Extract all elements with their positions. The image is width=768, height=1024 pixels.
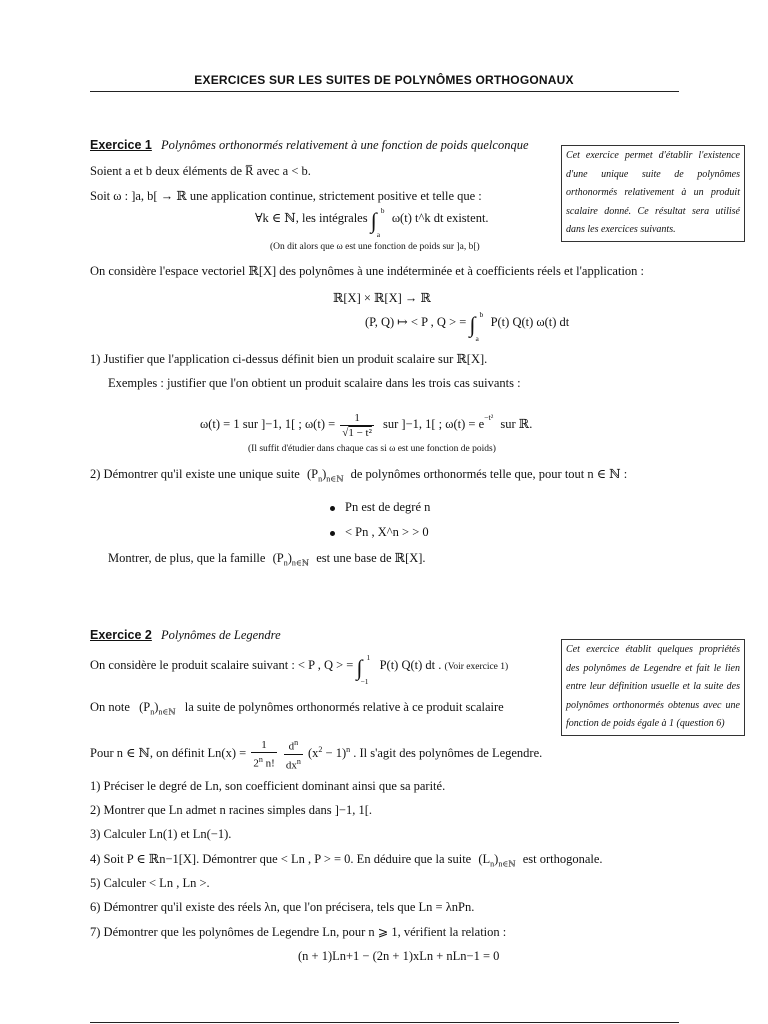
ex1-question-2-suffix: de polynômes orthonormés telle que, pour tout n ∈ ℕ : (350, 467, 628, 481)
ex1-case-a: ω(t) = 1 sur ]−1, 1[ ; ω(t) = (200, 417, 336, 431)
exercise-2-side-note: Cet exercice établit quelques propriétés des polynômes de Legendre et fait le lien entre leur définition usuelle et la suite des polynômes orthonormés obtenus avec une fonction de poids égale à 1 (question 6) (561, 639, 745, 736)
ex1-bullet-2 (330, 525, 429, 540)
ex1-note-1: (On dit alors que ω est une fonction de poids sur ]a, b[) (270, 242, 480, 252)
exercise-2-header (90, 628, 281, 643)
ex1-fraction-sqrt: $\frac{1}{\text{√1 − t²}}$ (342, 411, 372, 439)
ex1-weight-cases: ω(t) = 1 sur ]−1, 1[ ; ω(t) = $\frac{1}{\text{√1 − t²}}$ sur ]−1, 1[ ; $\omega(t) = e^{-t^2}$ sur ℝ. (200, 411, 533, 439)
ex2-line-3-suffix: . Il s'agit des polynômes de Legendre. (353, 746, 543, 761)
ex2-line-1-prefix: On considère le produit scalaire suivant : < P , Q > = (90, 658, 354, 672)
ex1-case-b: sur ]−1, 1[ ; ω(t) = e (383, 417, 485, 431)
ex2-line-1-suffix: P(t) Q(t) dt . (379, 658, 442, 672)
ex1-line-3-prefix: ∀k ∈ ℕ, les intégrales (255, 211, 368, 225)
ex2-question-7: 7) Démontrer que les polynômes de Legendre Ln, pour n ⩾ 1, vérifient la relation : (90, 925, 507, 939)
integral-sign-icon: ∫ (356, 655, 363, 680)
ex2-line-3: Pour n ∈ ℕ, on définit Ln(x) = $\frac{1}{2^n n!}$ $\frac{d^n}{dx^n}$ $(x^2 - 1)^n$ . Il s'agit des polynômes de Legendre. (90, 738, 543, 772)
exercise-2-subtitle: Polynômes de Legendre (160, 628, 281, 642)
ex1-bullet-1-text: Pn est de degré n (345, 500, 431, 514)
ex2-line-1-reference: (Voir exercice 1) (444, 662, 509, 672)
exercise-1-header (90, 138, 529, 153)
ex2-question-4-suffix: est orthogonale. (522, 852, 603, 866)
ex1-line-3-suffix: ω(t) t^k dt existent. (391, 211, 489, 225)
ex1-map-suffix: P(t) Q(t) ω(t) dt (490, 315, 570, 329)
ex1-question-2: 2) Démontrer qu'il existe une unique suite $(P_n)_{n\in ℕ}$ de polynômes orthonormés telle que, pour tout n ∈ ℕ : (90, 467, 628, 484)
ex2-question-4-prefix: 4) Soit P ∈ ℝn−1[X]. Démontrer que < Ln , P > = 0. En déduire que la suite (90, 852, 472, 866)
ex1-line-2: Soit ω : ]a, b[ → ℝ une application continue, strictement positive et telle que : (90, 189, 482, 203)
ex2-question-2: 2) Montrer que Ln admet n racines simples dans ]−1, 1[. (90, 803, 372, 817)
ex1-question-2-prefix: 2) Démontrer qu'il existe une unique suite (90, 467, 300, 481)
ex1-question-1-examples: Exemples : justifier que l'on obtient un produit scalaire dans les trois cas suivants : (108, 376, 521, 390)
bullet-icon (330, 506, 335, 511)
ex2-line-2: On note $(P_n)_{n\in ℕ}$ la suite de polynômes orthonormés relative à ce produit scalaire (90, 700, 504, 717)
ex1-bullet-2-text: < Pn , X^n > > 0 (345, 525, 429, 539)
ex1-integral-condition: ∀k ∈ ℕ, les intégrales ∫ b a ω(t) t^k dt existent. (255, 206, 489, 239)
exercise-2-heading: Exercice 2 (90, 628, 152, 642)
ex1-question-2-end: Montrer, de plus, que la famille $(P_n)_{n\in ℕ}$ est une base de ℝ[X]. (108, 551, 426, 568)
title-rule (90, 91, 679, 92)
ex2-question-3: 3) Calculer Ln(1) et Ln(−1). (90, 827, 232, 841)
ex2-legendre-fraction-1: $\frac{1}{2^n n!}$ (253, 738, 275, 770)
exercise-1-heading: Exercice 1 (90, 138, 152, 152)
integral-sign-icon: ∫ (469, 312, 476, 337)
ex2-question-1: 1) Préciser le degré de Ln, son coefficient dominant ainsi que sa parité. (90, 779, 446, 793)
ex1-question-1: 1) Justifier que l'application ci-dessus définit bien un produit scalaire sur ℝ[X]. (90, 352, 488, 366)
ex1-line-4: On considère l'espace vectoriel ℝ[X] des polynômes à une indéterminée et à coefficients réels et l'application : (90, 264, 645, 278)
ex1-question-2-end-suffix: est une base de ℝ[X]. (316, 551, 426, 565)
ex1-line-1: Soient a et b deux éléments de R̅ avec a < b. (90, 164, 311, 178)
ex2-line-1: On considère le produit scalaire suivant : < P , Q > = ∫ 1 −1 P(t) Q(t) dt . (Voir exercice 1) (90, 653, 509, 686)
ex2-line-2-suffix: la suite de polynômes orthonormés relative à ce produit scalaire (184, 700, 504, 714)
ex2-question-6: 6) Démontrer qu'il existe des réels λn, que l'on précisera, tels que Ln = λnPn. (90, 900, 475, 914)
exercise-1-subtitle: Polynômes orthonormés relativement à une fonction de poids quelconque (160, 138, 529, 152)
bullet-icon (330, 531, 335, 536)
ex1-bullet-1 (330, 500, 430, 515)
ex1-map-line-2: (P, Q) ↦ < P , Q > = ∫ b a P(t) Q(t) ω(t) dt (365, 310, 570, 343)
ex1-question-2-end-prefix: Montrer, de plus, que la famille (108, 551, 266, 565)
ex1-map-line-1: ℝ[X] × ℝ[X] → ℝ (333, 291, 431, 305)
ex1-map-prefix: (P, Q) ↦ < P , Q > = (365, 315, 467, 329)
ex2-line-3-prefix: Pour n ∈ ℕ, on définit Ln(x) = (90, 746, 247, 761)
integral-sign-icon: ∫ (370, 208, 377, 233)
ex2-question-4: 4) Soit P ∈ ℝn−1[X]. Démontrer que < Ln , P > = 0. En déduire que la suite $(L_n)_{n\in ℕ}$ est orthogonale. (90, 852, 603, 869)
ex2-line-2-prefix: On note (90, 700, 130, 714)
footer-rule (90, 1022, 679, 1023)
page-title: EXERCICES SUR LES SUITES DE POLYNÔMES ORTHOGONAUX (194, 73, 574, 87)
ex2-relation: (n + 1)Ln+1 − (2n + 1)xLn + nLn−1 = 0 (298, 949, 500, 963)
exercise-1-side-note: Cet exercice permet d'établir l'existence d'une unique suite de polynômes orthonormés relativement à un produit scalaire donné. Ce résultat sera utilisé dans les exercices suivants. (561, 145, 745, 242)
ex1-case-c: sur ℝ. (500, 417, 533, 431)
ex2-legendre-fraction-2: $\frac{d^n}{dx^n}$ (285, 738, 301, 772)
ex2-question-5: 5) Calculer < Ln , Ln >. (90, 876, 210, 890)
ex1-note-2: (Il suffit d'étudier dans chaque cas si ω est une fonction de poids) (248, 444, 496, 454)
